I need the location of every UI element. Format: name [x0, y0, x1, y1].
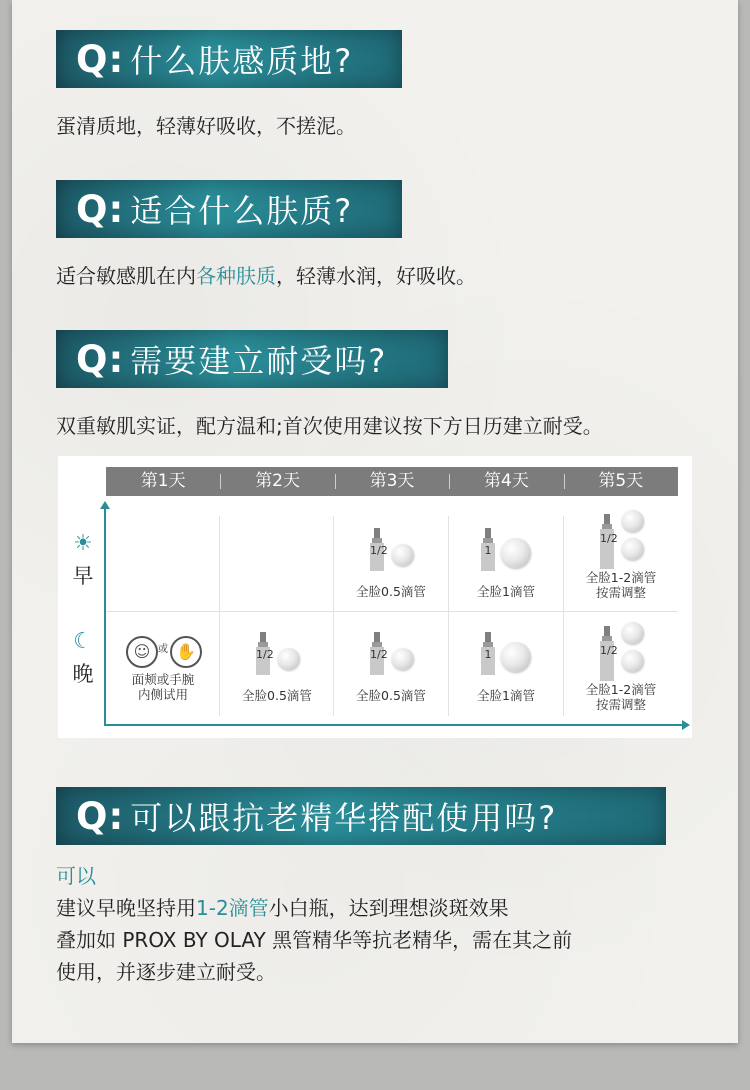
final-answer-yes: 可以	[56, 864, 96, 888]
bottle-dose: 1/2	[256, 647, 270, 675]
question-title: 需要建立耐受吗?	[130, 342, 388, 380]
final-answer	[56, 860, 572, 988]
night-day-5	[564, 620, 678, 712]
bottle-dose: 1	[481, 647, 495, 675]
question-mark-label: Q:	[76, 187, 125, 231]
cell-label: 全脸0.5滴管	[356, 584, 426, 599]
night-day-4	[449, 628, 563, 703]
drop-icon	[501, 642, 531, 672]
dropper-bottle-icon	[481, 528, 495, 571]
drop-icon	[622, 650, 644, 672]
cell-label: 面颊或手腕	[131, 672, 195, 687]
calendar-day-3: 第3天	[335, 467, 449, 496]
sun-icon: ☀	[73, 531, 93, 556]
morning-label: 早	[72, 564, 94, 588]
question-mark-label: Q:	[76, 337, 125, 381]
drop-icon	[622, 622, 644, 644]
cell-label: 全脸0.5滴管	[242, 688, 312, 703]
bottle-dose: 1	[481, 543, 495, 571]
bottle-dose: 1/2	[600, 529, 614, 569]
cell-label: 全脸0.5滴管	[356, 688, 426, 703]
final-answer-line2: 叠加如 PROX BY OLAY 黑管精华等抗老精华，需在其之前	[56, 928, 573, 952]
question-banner-pairing	[56, 787, 666, 845]
drop-icon	[392, 648, 414, 670]
night-day-1	[106, 630, 220, 702]
drop-icon	[278, 648, 300, 670]
dropper-bottle-icon	[256, 632, 274, 675]
moon-icon: ☾	[73, 629, 93, 654]
tolerance-calendar	[58, 456, 692, 738]
answer-post: ，轻薄水润，好吸收。	[276, 264, 476, 288]
question-mark-label: Q:	[76, 794, 125, 838]
answer-highlight: 各种肤质	[196, 264, 276, 288]
cell-label-2: 按需调整	[595, 585, 646, 600]
night-day-2	[220, 628, 334, 703]
calendar-row-divider	[106, 611, 678, 612]
calendar-day-1: 第1天	[140, 471, 186, 491]
calendar-day-5: 第5天	[564, 467, 678, 496]
question-title: 适合什么肤质?	[130, 192, 354, 230]
morning-day-4	[449, 524, 563, 599]
cell-label: 全脸1-2滴管	[585, 682, 657, 697]
morning-row-label	[66, 532, 100, 590]
cell-label: 全脸1滴管	[477, 688, 535, 703]
dropper-bottle-icon	[600, 626, 618, 681]
dropper-bottle-icon	[370, 528, 388, 571]
dropper-bottle-icon	[481, 632, 495, 675]
question-banner-texture	[56, 30, 402, 88]
bottle-dose: 1/2	[600, 641, 614, 681]
question-mark-label: Q:	[76, 37, 125, 81]
face-icon: ☺	[126, 636, 158, 668]
cell-label-2: 内侧试用	[137, 687, 188, 702]
cell-label-2: 按需调整	[595, 697, 646, 712]
line1-highlight: 1-2滴管	[196, 896, 269, 920]
calendar-day-4: 第4天	[449, 467, 563, 496]
wrist-icon: ✋	[170, 636, 202, 668]
or-label: 或	[158, 644, 168, 655]
answer-text-tolerance: 双重敏肌实证，配方温和;首次使用建议按下方日历建立耐受。	[56, 414, 603, 438]
answer-text: 蛋清质地，轻薄好吸收，不搓泥。	[56, 114, 356, 138]
line1-pre: 建议早晚坚持用	[56, 896, 196, 920]
dropper-bottle-icon	[600, 514, 618, 569]
night-label: 晚	[72, 662, 94, 686]
calendar-horizontal-axis	[104, 724, 684, 726]
drop-icon	[392, 544, 414, 566]
morning-day-3	[334, 524, 448, 599]
cell-label: 全脸1-2滴管	[585, 570, 657, 585]
bottle-dose: 1/2	[370, 647, 384, 675]
question-banner-skin-type	[56, 180, 402, 238]
final-answer-line3: 使用，并逐步建立耐受。	[56, 960, 276, 984]
morning-day-5	[564, 508, 678, 600]
line1-post: 小白瓶，达到理想淡斑效果	[268, 896, 509, 920]
question-title: 什么肤感质地?	[130, 42, 354, 80]
night-day-3	[334, 628, 448, 703]
question-banner-tolerance	[56, 330, 448, 388]
cell-label: 全脸1滴管	[477, 584, 535, 599]
answer-pre: 适合敏感肌在内	[56, 264, 196, 288]
drop-icon	[622, 510, 644, 532]
answer-text-skin-type	[56, 260, 476, 289]
final-answer-line1	[56, 892, 572, 924]
drop-icon	[622, 538, 644, 560]
question-title: 可以跟抗老精华搭配使用吗?	[130, 799, 558, 837]
bottle-dose: 1/2	[370, 543, 384, 571]
drop-icon	[501, 538, 531, 568]
calendar-header	[106, 467, 678, 496]
night-row-label	[66, 630, 100, 688]
calendar-day-2: 第2天	[220, 467, 334, 496]
dropper-bottle-icon	[370, 632, 388, 675]
